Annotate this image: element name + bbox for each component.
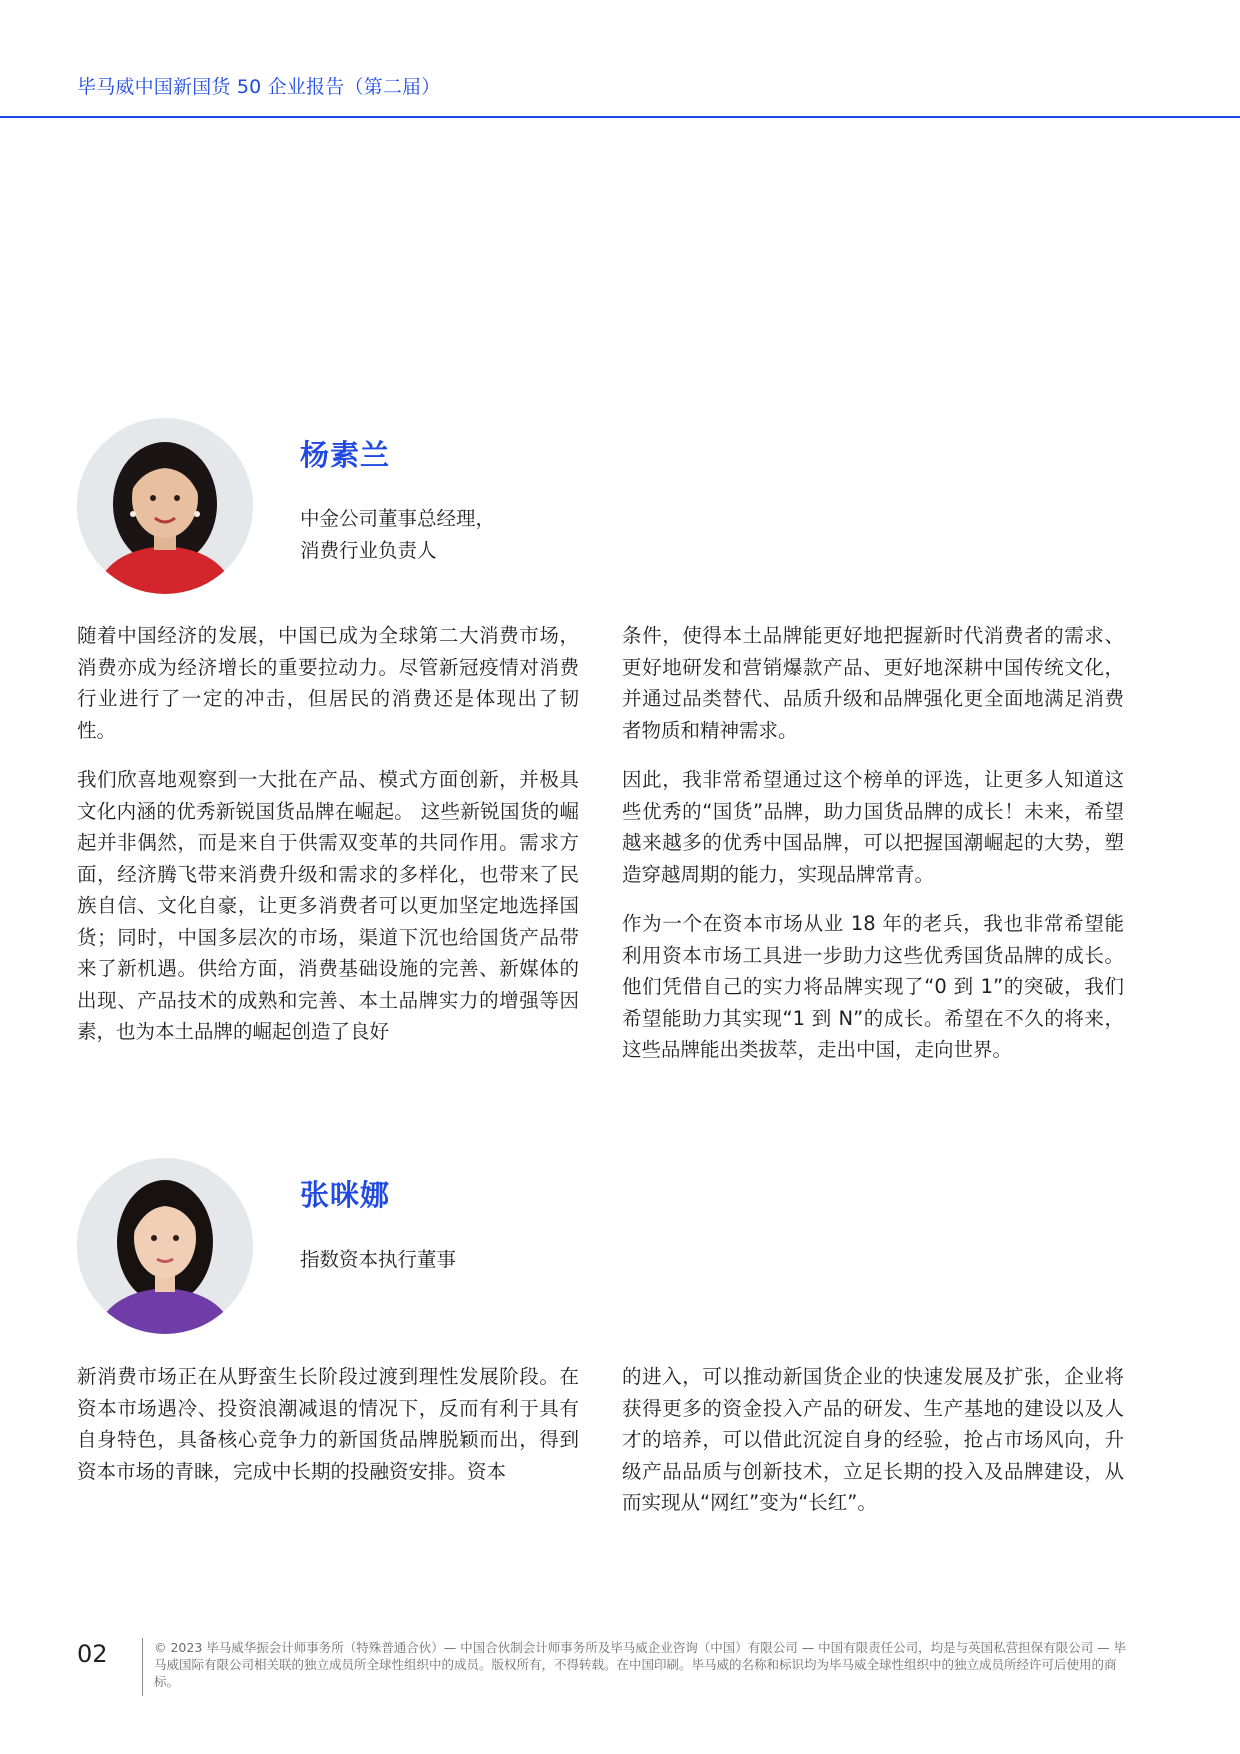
page-number: 02 bbox=[77, 1640, 108, 1668]
person-role: 中金公司董事总经理， bbox=[300, 507, 496, 530]
text-column-right bbox=[622, 1361, 1124, 1537]
header-divider bbox=[0, 116, 1240, 118]
text-column-left bbox=[77, 620, 579, 1066]
legal-notice: © 2023 毕马威华振会计师事务所（特殊普通合伙）— 中国合伙制会计师事务所及毕马威企业咨询（中国）有限公司 — 中国有限责任公司，均是与英国私营担保有限公司 — 毕马威国际有限公司相关联的独立成员所全球性组织中的成员。版权所有，不得转载。在中国印刷。毕马威的名称和标识均为毕马威全球性组织中的独立成员所经许可后使用的商标。 bbox=[154, 1640, 1127, 1689]
paragraph: 我们欣喜地观察到一大批在产品、模式方面创新，并极具文化内涵的优秀新锐国货品牌在崛起。 这些新锐国货的崛起并非偶然，而是来自于供需双变革的共同作用。需求方面，经济腾飞带来消费升级和需求的多样化，也带来了民族自信、文化自豪，让更多消费者可以更加坚定地选择国货；同时，中国多层次的市场，渠道下沉也给国货产品带来了新机遇。供给方面，消费基础设施的完善、新媒体的出现、产品技术的成熟和完善、本土品牌实力的增强等因素，也为本土品牌的崛起创造了良好 bbox=[77, 768, 579, 1043]
person-role: 消费行业负责人 bbox=[300, 539, 437, 562]
paragraph: 作为一个在资本市场从业 18 年的老兵，我也非常希望能利用资本市场工具进一步助力这些优秀国货品牌的成长。他们凭借自己的实力将品牌实现了“0 到 1”的突破，我们希望能助力其实现“1 到 N”的成长。希望在不久的将来，这些品牌能出类拔萃，走出中国，走向世界。 bbox=[622, 912, 1124, 1061]
paragraph: 因此，我非常希望通过这个榜单的评选，让更多人知道这些优秀的“国货”品牌，助力国货品牌的成长！未来，希望越来越多的优秀中国品牌，可以把握国潮崛起的大势，塑造穿越周期的能力，实现品牌常青。 bbox=[622, 768, 1124, 886]
avatar-portrait bbox=[77, 1158, 253, 1334]
person-name: 张咪娜 bbox=[300, 1178, 391, 1212]
paragraph: 新消费市场正在从野蛮生长阶段过渡到理性发展阶段。在资本市场遇冷、投资浪潮减退的情况下，反而有利于具有自身特色，具备核心竞争力的新国货品牌脱颖而出，得到资本市场的青睐，完成中长期的投融资安排。资本 bbox=[77, 1365, 579, 1483]
person-name: 杨素兰 bbox=[300, 438, 391, 472]
avatar-portrait bbox=[77, 418, 253, 594]
footer-divider bbox=[142, 1638, 143, 1696]
person-role: 指数资本执行董事 bbox=[300, 1248, 457, 1271]
paragraph: 的进入，可以推动新国货企业的快速发展及扩张，企业将获得更多的资金投入产品的研发、生产基地的建设以及人才的培养，可以借此沉淀自身的经验，抢占市场风向，升级产品品质与创新技术，立足长期的投入及品牌建设，从而实现从“网红”变为“长红”。 bbox=[622, 1365, 1124, 1514]
paragraph: 随着中国经济的发展，中国已成为全球第二大消费市场，消费亦成为经济增长的重要拉动力。尽管新冠疫情对消费行业进行了一定的冲击，但居民的消费还是体现出了韧性。 bbox=[77, 624, 579, 742]
text-column-right bbox=[622, 620, 1124, 1084]
paragraph: 条件，使得本土品牌能更好地把握新时代消费者的需求、更好地研发和营销爆款产品、更好地深耕中国传统文化，并通过品类替代、品质升级和品牌强化更全面地满足消费者物质和精神需求。 bbox=[622, 624, 1124, 742]
text-column-left bbox=[77, 1361, 579, 1505]
report-title: 毕马威中国新国货 50 企业报告（第二届） bbox=[77, 76, 441, 98]
